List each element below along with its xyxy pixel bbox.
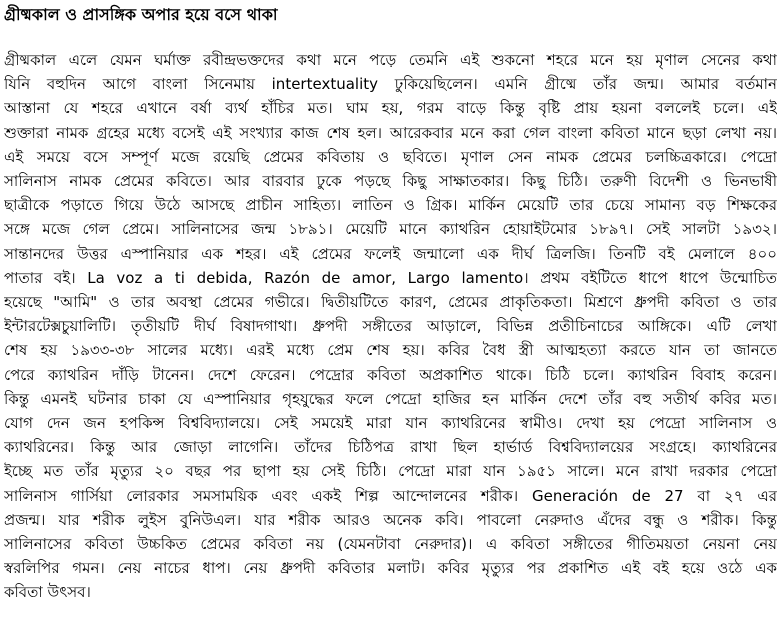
body-line: শুক্তারা নামক গ্রহের মধ্যে বসেই এই সংখ্যার কাজ শেষ হল। আরেকবার মনে করা গেল বাংলা কবিতা মানে ছড়া লেখা নয়। [4,123,777,142]
body-line: শেষ হয় ১৯৩৩-৩৮ সালের মধ্যে। এরই মধ্যে প্রেম শেষ হয়। কবির বৈধ স্ত্রী আত্মহত্যা করতে যান তা জানতে [4,341,777,360]
body-line: কিন্তু এমনই ঘটনার চাকা যে এস্পানিয়ার গৃহযুদ্ধের ফলে পেদ্রো হাজির হন মার্কিন দেশে তাঁর বহু সতীর্থ কবির মত। [4,389,777,408]
body-line: পাতার বই। La voz a ti debida, Razón de amor, Largo lamento। প্রথম বইটিতে ধাপে ধাপে উন্মোচিত [4,268,777,287]
body-line: এই সময়ে বসে সম্পূর্ণ মজে রয়েছি প্রেমের কবিতায় ও ছবিতে। মৃণাল সেন নামক প্রেমের চলচ্চিত্রকারে। পেদ্রো [4,147,777,166]
body-line: স্বরলিপির গমন। নেয় নাচের ধাপ। নেয় ধ্রুপদী কবিতার মলাট। কবির মৃত্যুর পর প্রকাশিত এই বই হয়ে ওঠে এক [4,559,777,578]
body-line: সালিনাসের কবিতা উচ্চকিত প্রেমের কবিতা নয় (যেমনটাবা নেরুদার)। এ কবিতা সঙ্গীতের গীতিময়তা নেয়না নেয় [4,535,777,554]
body-line: হয়েছে "আমি" ও তার অবস্থা প্রেমের গভীরে। দ্বিতীয়টিতে কারণ, প্রেমের প্রাকৃতিকতা। মিশ্রণে ধ্রুপদী কবিতা ও তার [4,293,777,312]
body-line: সালিনাস গার্সিয়া লোরকার সমসাময়িক এবং একই শিল্প আন্দোলনের শরীক। Generación de 27 বা ২৭ এর [4,486,777,505]
body-line: পেরে ক্যাথরিন দাঁড়ি টানেন। দেশে ফেরেন। পেদ্রোর কবিতা অপ্রকাশিত থাকে। চিঠি চলে। ক্যাথরিন বিবাহ করেন। [4,365,777,384]
body-line: যিনি বহুদিন আগে বাংলা সিনেমায় intertextuality ঢুকিয়েছিলেন। এমনি গ্রীষ্মে তাঁর জন্ম। আমার বর্তমান [4,75,777,94]
body-line: গ্রীষ্মকাল এলে যেমন ঘর্মাক্ত রবীন্দ্রভক্তদের কথা মনে পড়ে তেমনি এই শুকনো শহরে মনে হয় মৃণাল সেনের কথা [4,51,777,69]
body-line: সান্তানদের উত্তর এস্পানিয়ার এক শহর। এই প্রেমের ফলেই জন্মালো এক দীর্ঘ ত্রিলজি। তিনটি বই মেলালে ৪০০ [4,244,777,263]
body-line: আস্তানা যে শহরে এখানে বর্ষা ব্যর্থ হাঁচির মত। ঘাম হয়, গরম বাড়ে কিন্তু বৃষ্টি প্রায় হয়না বললেই চলে। এই [4,99,777,118]
body-line: ছাত্রীকে পড়াতে গিয়ে উঠে আসছে প্রাচীন সাহিত্য। লাতিন ও গ্রিক। মার্কিন মেয়েটি তার চেয়ে সামান্য বড় শিক্ষকের [4,196,777,215]
body-line: সালিনাস নামক প্রেমের কবিতে। আর বারবার ঢুকে পড়ছে কিছু সাক্ষাতকার। কিছু চিঠি। তরুণী বিদেশী ও ভিনভাষী [4,172,777,191]
body-line: ইচ্ছে মত তাঁর মৃত্যুর ২০ বছর পর ছাপা হয় সেই চিঠি। পেদ্রো মারা যান ১৯৫১ সালে। মনে রাখা দরকার পেদ্রো [4,462,777,481]
article-title: গ্রীষ্মকাল ও প্রাসঙ্গিক অপার হয়ে বসে থাকা [4,5,278,24]
body-line: প্রজন্ম। যার শরীক লুইস বুনিউএল। যার শরীক আরও অনেক কবি। পাবলো নেরুদাও এঁদের বন্ধু ও শরীক। কিন্তু [4,510,777,529]
body-line: কবিতা উৎসব। [4,583,91,602]
body-line: সঙ্গে মজে গেল প্রেমে। সালিনাসের জন্ম ১৮৯১। মেয়েটি মানে ক্যাথরিন হোয়াইটমোর ১৮৯৭। সেই সালটা ১৯৩২। [4,220,777,239]
body-line: যোগ দেন জন হপকিন্স বিশ্ববিদ্যালয়ে। সেই সময়েই মারা যান ক্যাথরিনের স্বামীও। দেখা হয় পেদ্রো সালিনাস ও [4,414,777,433]
body-line: ইন্টারটেক্সচুয়ালিটি। তৃতীয়টি দীর্ঘ বিষাদগাথা। ধ্রুপদী সঙ্গীতের আড়ালে, বিভিন্ন প্রতীচিনাচের আঙ্গিকে। এটি লেখা [4,317,777,336]
body-line: ক্যাথরিনের। কিন্তু আর জোড়া লাগেনি। তাঁদের চিঠিপত্র রাখা ছিল হার্ভার্ড বিশ্ববিদ্যালয়ের সংগ্রহে। ক্যাথরিনের [4,438,777,457]
article-body [4,48,777,605]
